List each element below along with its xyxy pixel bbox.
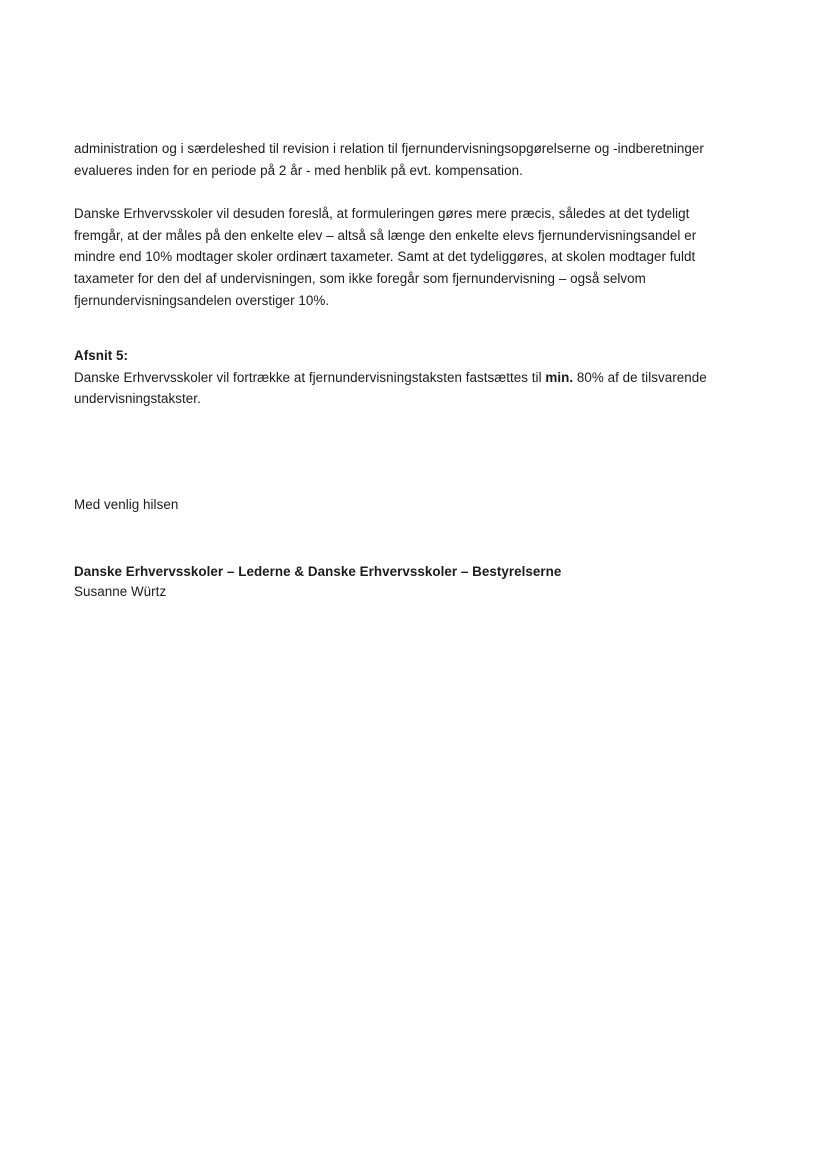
paragraph-2-line-3: mindre end 10% modtager skoler ordinært taxameter. Samt at det tydeliggøres, at skolen modtager fuldt	[74, 249, 696, 264]
signature-name: Susanne Würtz	[74, 584, 167, 599]
paragraph-2-line-5: fjernundervisningsandelen overstiger 10%.	[74, 293, 330, 308]
paragraph-2-line-4: taxameter for den del af undervisningen, som ikke foregår som fjernundervisning – også selvom	[74, 271, 646, 286]
section-5-line-1-start: Danske Erhvervsskoler vil fortrække at fjernundervisningstaksten fastsættes til	[74, 370, 546, 385]
section-5-heading: Afsnit 5:	[74, 348, 129, 363]
closing-greeting: Med venlig hilsen	[74, 497, 179, 512]
signature-organization: Danske Erhvervsskoler – Lederne & Danske Erhvervsskoler – Bestyrelserne	[74, 564, 562, 579]
section-5-line-1	[74, 367, 707, 388]
section-5-line-2: undervisningstakster.	[74, 391, 201, 406]
paragraph-1-line-2: evalueres inden for en periode på 2 år - med henblik på evt. kompensation.	[74, 163, 523, 178]
paragraph-1-line-1: administration og i særdeleshed til revision i relation til fjernundervisningsopgørelserne og -indberetninger	[74, 141, 704, 156]
section-5-min-emphasis: min.	[545, 370, 574, 385]
section-5-line-1-end: 80% af de tilsvarende	[573, 370, 707, 385]
paragraph-2-line-1: Danske Erhvervsskoler vil desuden foreslå, at formuleringen gøres mere præcis, således at det tydeligt	[74, 206, 690, 221]
paragraph-2-line-2: fremgår, at der måles på den enkelte elev – altså så længe den enkelte elevs fjernundervisningsandel er	[74, 228, 697, 243]
